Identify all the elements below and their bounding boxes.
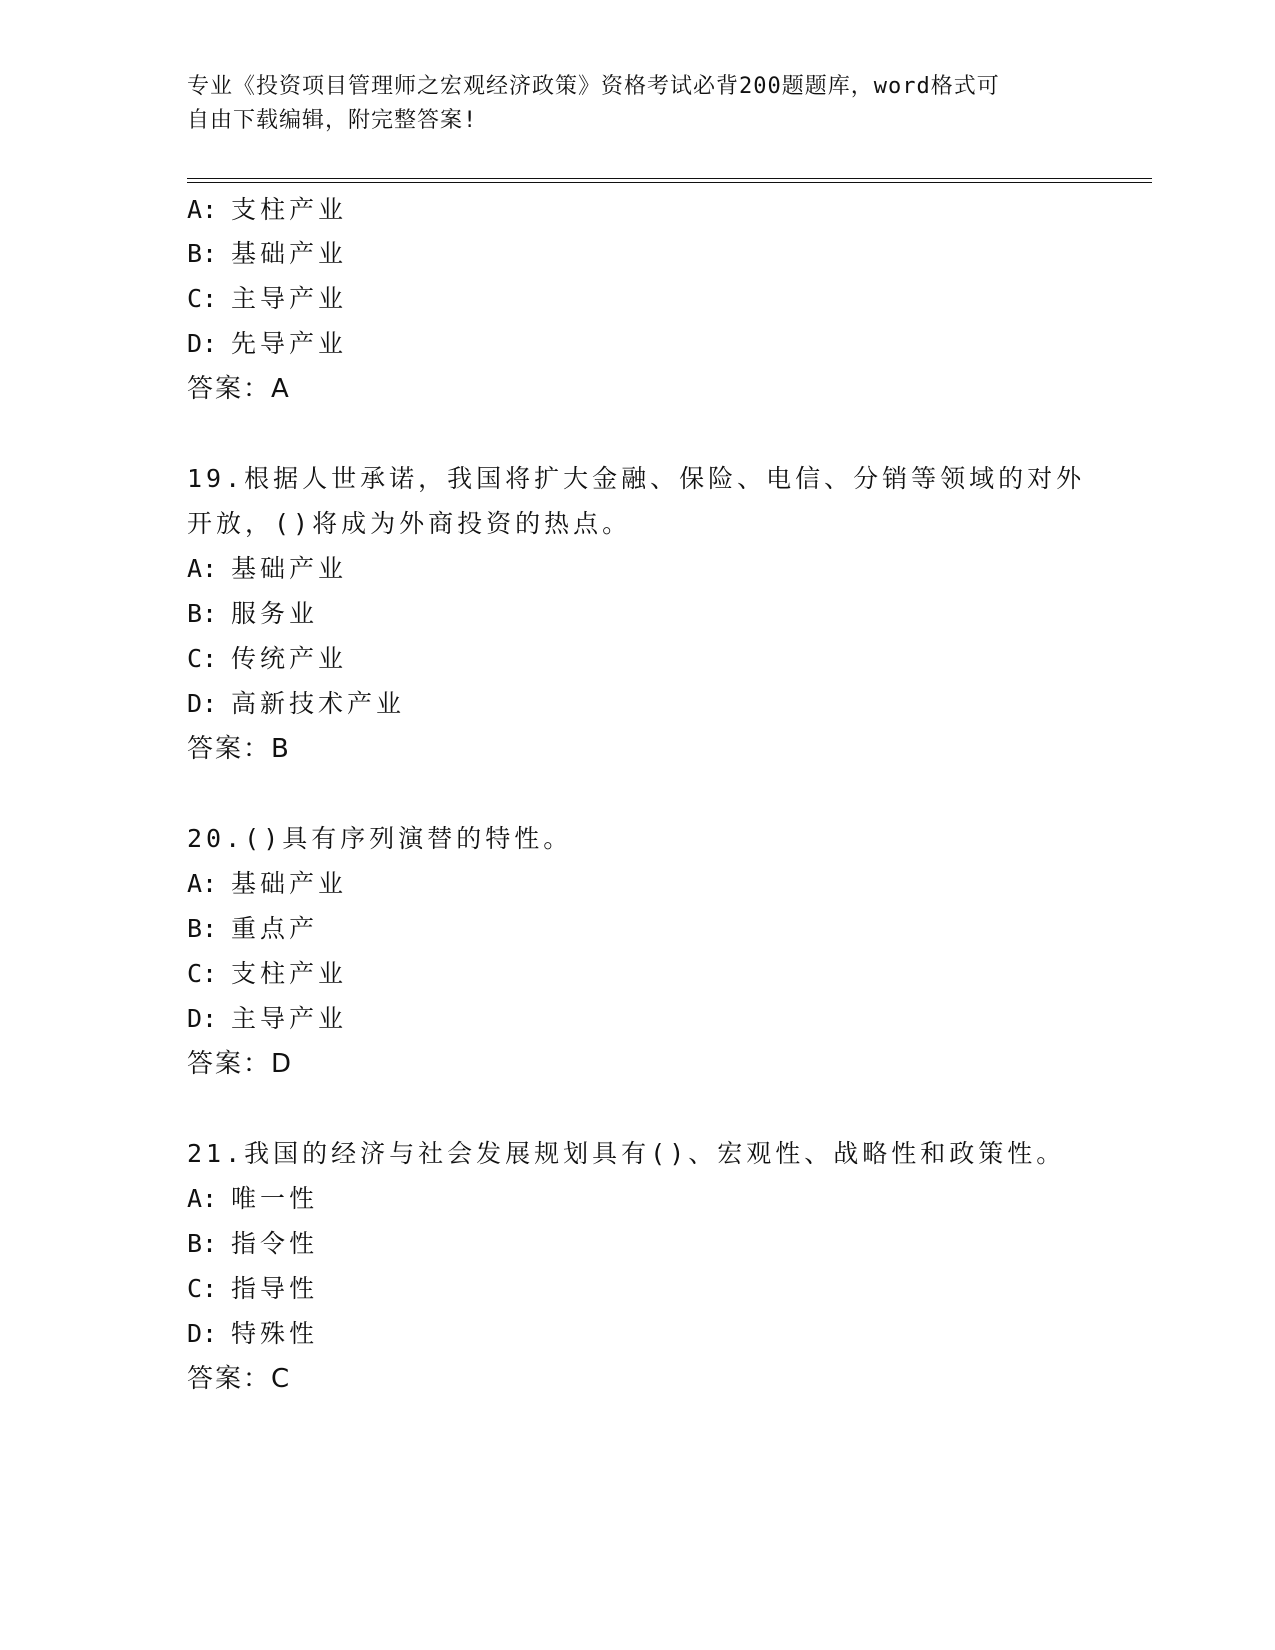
option-letter: A: xyxy=(187,869,218,898)
option-text: 基础产业 xyxy=(231,869,348,898)
option-text: 唯一性 xyxy=(231,1184,319,1213)
q21-option-b xyxy=(187,1227,318,1261)
q18-option-b xyxy=(187,237,347,271)
q18-option-d xyxy=(187,327,347,361)
q21-stem-line-1: 21.我国的经济与社会发展规划具有()、宏观性、战略性和政策性。 xyxy=(187,1139,1066,1168)
q19-stem-line-2: 开放，()将成为外商投资的热点。 xyxy=(187,509,632,538)
option-text: 指导性 xyxy=(231,1274,319,1303)
q19-stem-line-1: 19.根据人世承诺，我国将扩大金融、保险、电信、分销等领域的对外 xyxy=(187,464,1086,493)
q21-answer: 答案：C xyxy=(187,1364,292,1394)
header-line-1: 专业《投资项目管理师之宏观经济政策》资格考试必背200题题库，word格式可 xyxy=(187,74,1000,99)
q19-option-b xyxy=(187,597,318,631)
option-letter: C: xyxy=(187,959,218,988)
q21-option-c xyxy=(187,1272,318,1306)
header-line-2: 自由下载编辑，附完整答案! xyxy=(187,108,478,133)
option-letter: D: xyxy=(187,689,218,718)
option-letter: B: xyxy=(187,599,218,628)
option-letter: A: xyxy=(187,195,218,224)
option-letter: B: xyxy=(187,1229,218,1258)
option-letter: B: xyxy=(187,914,218,943)
option-letter: A: xyxy=(187,1184,218,1213)
option-text: 重点产 xyxy=(231,914,319,943)
option-letter: D: xyxy=(187,1004,218,1033)
option-letter: C: xyxy=(187,284,218,313)
option-letter: C: xyxy=(187,644,218,673)
q20-answer: 答案：D xyxy=(187,1049,294,1079)
header-rule-top xyxy=(187,178,1152,179)
option-text: 主导产业 xyxy=(231,284,348,313)
q19-option-d xyxy=(187,687,405,721)
q20-option-d xyxy=(187,1002,347,1036)
option-text: 先导产业 xyxy=(231,329,348,358)
q18-answer: 答案：A xyxy=(187,374,291,404)
option-letter: B: xyxy=(187,239,218,268)
option-text: 服务业 xyxy=(231,599,319,628)
q19-option-c xyxy=(187,642,347,676)
option-text: 特殊性 xyxy=(231,1319,319,1348)
header-rule-bottom xyxy=(187,182,1152,183)
q20-option-b xyxy=(187,912,318,946)
option-text: 支柱产业 xyxy=(231,959,348,988)
option-text: 主导产业 xyxy=(231,1004,348,1033)
q20-stem-line-1: 20.()具有序列演替的特性。 xyxy=(187,824,573,853)
q18-option-a xyxy=(187,193,347,227)
option-text: 传统产业 xyxy=(231,644,348,673)
option-letter: D: xyxy=(187,329,218,358)
option-text: 基础产业 xyxy=(231,554,348,583)
q20-option-a xyxy=(187,867,347,901)
q18-option-c xyxy=(187,282,347,316)
option-letter: C: xyxy=(187,1274,218,1303)
q19-answer: 答案：B xyxy=(187,734,291,764)
q19-option-a xyxy=(187,552,347,586)
option-text: 支柱产业 xyxy=(231,195,348,224)
option-text: 指令性 xyxy=(231,1229,319,1258)
option-letter: A: xyxy=(187,554,218,583)
q21-option-a xyxy=(187,1182,318,1216)
q21-option-d xyxy=(187,1317,318,1351)
document-header xyxy=(187,70,1087,138)
option-letter: D: xyxy=(187,1319,218,1348)
q20-option-c xyxy=(187,957,347,991)
option-text: 高新技术产业 xyxy=(231,689,406,718)
option-text: 基础产业 xyxy=(231,239,348,268)
